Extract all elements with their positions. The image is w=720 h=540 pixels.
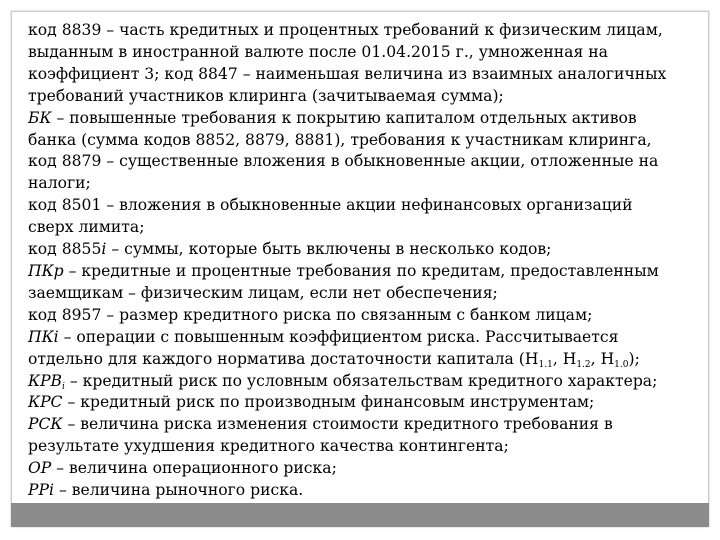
text-span: сверх лимита; [28,218,145,237]
text-line-3 [28,64,698,86]
term-pki: ПКi [28,327,59,346]
text-line-14 [28,305,698,327]
text-span: – повышенные требования к покрытию капиталом отдельных активов [51,108,637,127]
text-span: – кредитный риск по производным финансовым инструментам; [62,393,595,412]
text-span: код 8879 – существенные вложения в обыкновенные акции, отложенные на [28,152,659,171]
text-line-11 [28,239,698,261]
text-span: , Н [590,349,615,368]
term-or: ОР [28,459,52,478]
definitions-text [28,20,698,502]
subscript: 1.2 [576,359,591,370]
text-line-18 [28,392,698,414]
text-line-10 [28,217,698,239]
term-bk: БК [28,108,52,127]
text-span: – величина риска изменения стоимости кредитного требования в [62,415,613,434]
text-line-2 [28,42,698,64]
text-line-7 [28,151,698,173]
text-span: – кредитные и процентные требования по кредитам, предоставленным [63,261,659,280]
text-span: требований участников клиринга (зачитываемая сумма); [28,86,504,105]
text-span: – кредитный риск по условным обязательствам кредитного характера; [64,371,658,390]
text-line-4 [28,86,698,108]
text-span: – величина операционного риска; [51,459,337,478]
text-line-5 [28,108,698,130]
term-krv: КРВ [28,371,63,390]
text-span: – операции с повышенным коэффициентом риска. Рассчитывается [58,327,619,346]
text-line-16 [28,349,698,371]
term-rri: РРi [28,481,54,500]
text-span: банка (сумма кодов 8852, 8879, 8881), требования к участникам клиринга, [28,130,652,149]
text-line-6 [28,130,698,152]
text-span: – суммы, которые быть включены в несколько кодов; [106,240,552,259]
text-line-15 [28,327,698,349]
text-span: ); [628,349,640,368]
text-line-20 [28,436,698,458]
text-span: налоги; [28,174,91,193]
text-line-8 [28,173,698,195]
text-span: – величина рыночного риска. [53,481,304,500]
subscript: i [62,381,65,392]
text-span: результате ухудшения кредитного качества контингента; [28,437,509,456]
term-i: i [101,240,107,259]
term-rsk: РСК [28,415,63,434]
text-span: заемщикам – физическим лицам, если нет обеспечения; [28,283,498,302]
text-span: коэффициент 3; код 8847 – наименьшая величина из взаимных аналогичных [28,64,667,83]
text-line-22 [28,480,698,502]
text-line-12 [28,261,698,283]
text-span: код 8855 [28,240,102,259]
text-span: выданным в иностранной валюте после 01.04.2015 г., умноженная на [28,42,608,61]
term-krs: КРС [28,393,63,412]
text-line-13 [28,283,698,305]
subscript: 1.0 [614,359,629,370]
subscript: 1.1 [538,359,553,370]
text-line-17 [28,371,698,393]
text-span: код 8839 – часть кредитных и процентных требований к физическим лицам, [28,21,663,39]
text-span: отдельно для каждого норматива достаточности капитала (Н [28,349,539,368]
text-span: код 8957 – размер кредитного риска по связанным с банком лицам; [28,305,593,324]
text-line-9 [28,195,698,217]
footer-bar [11,503,709,527]
text-span: код 8501 – вложения в обыкновенные акции нефинансовых организаций [28,196,633,215]
text-line-21 [28,458,698,480]
text-line-1 [28,20,698,42]
text-line-19 [28,414,698,436]
text-span: , Н [552,349,577,368]
term-pkr: ПКр [28,261,64,280]
